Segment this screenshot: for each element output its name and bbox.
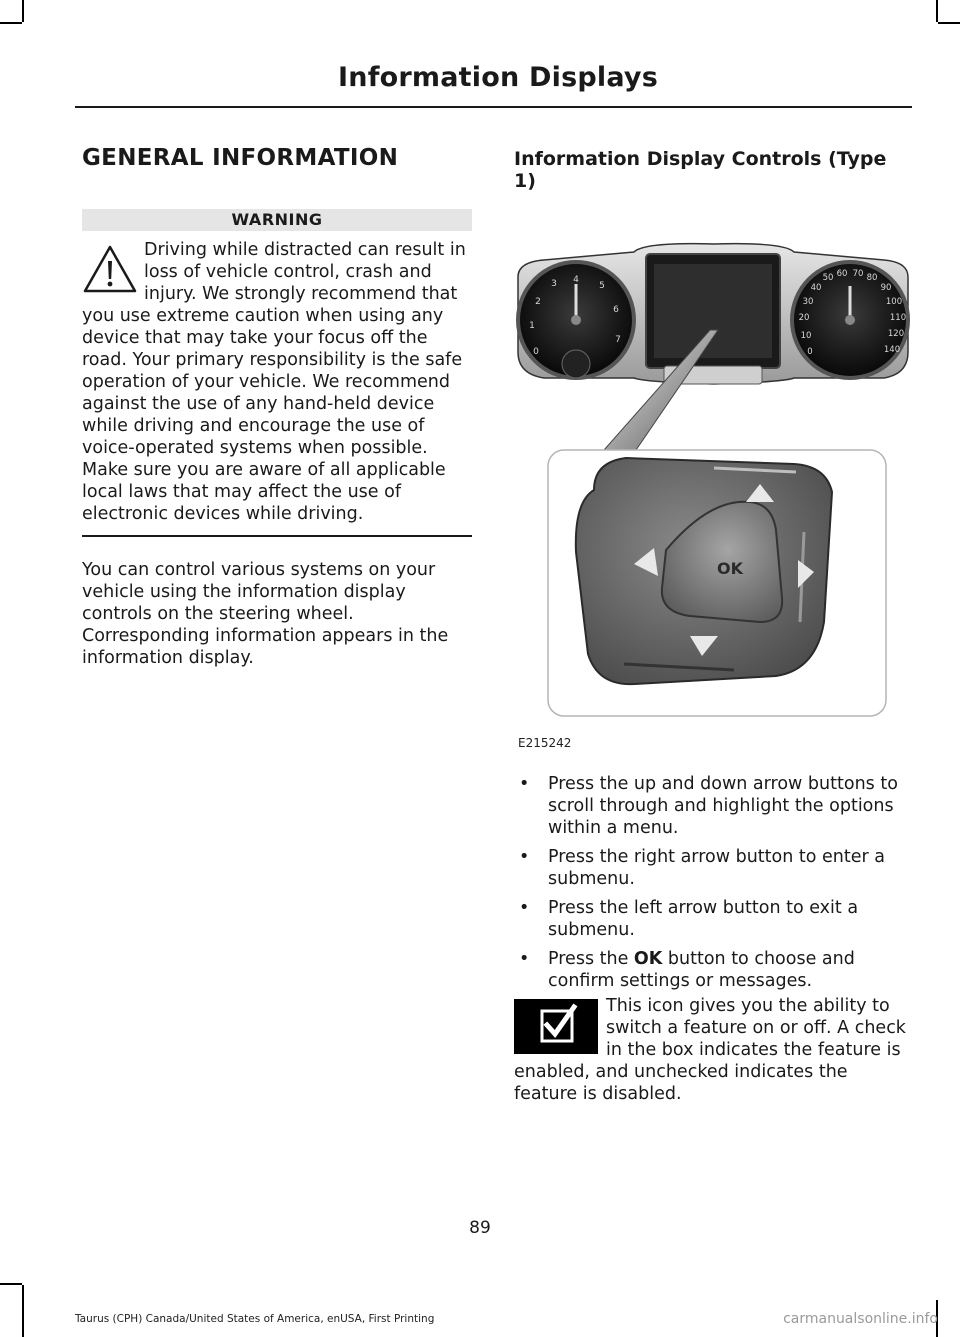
svg-text:40: 40 [810,283,822,293]
svg-text:10: 10 [800,331,812,341]
crop-mark-top-right [936,0,938,22]
section-heading: GENERAL INFORMATION [82,145,399,171]
svg-text:50: 50 [822,273,834,283]
svg-text:120: 120 [887,329,905,339]
svg-text:6: 6 [613,305,619,315]
subsection-heading: Information Display Controls (Type 1) [514,148,887,192]
figure-code: E215242 [518,736,572,750]
ok-label: OK [717,559,743,578]
svg-text:110: 110 [889,313,907,323]
list-item: • Press the up and down arrow buttons to scroll through and highlight the options within a menu. [519,774,898,838]
page-header-title: Information Displays [338,62,658,93]
watermark: carmanualsonline.info [783,1311,938,1327]
svg-text:100: 100 [885,297,903,307]
bullet-glyph: • [519,949,530,969]
checkbox-text: This icon gives you the ability to switch a feature on or off. A check in the box indicates the feature is enabled, and unchecked indicates the feature is disabled. [514,996,906,1104]
svg-text:140: 140 [883,345,901,355]
svg-text:60: 60 [836,269,848,279]
footer-text: Taurus (CPH) Canada/United States of America, enUSA, First Printing [75,1313,435,1325]
crop-mark-top-left-h [0,22,22,24]
instrument-cluster-illustration [514,202,912,762]
intro-paragraph: You can control various systems on your vehicle using the information display controls on the steering wheel. Corresponding information appears in the information display. [82,560,449,668]
svg-text:5: 5 [599,281,605,291]
right-column [514,148,912,1104]
bullet-glyph: • [519,847,530,867]
warning-box [82,239,472,525]
bullet-glyph: • [519,898,530,918]
list-item: • Press the right arrow button to enter a submenu. [519,847,885,889]
svg-text:7: 7 [615,335,621,345]
crop-mark-top-left [22,0,24,22]
svg-text:3: 3 [551,279,557,289]
svg-text:1: 1 [529,321,535,331]
crop-mark-bottom-left-h [0,1283,22,1285]
svg-text:4: 4 [573,275,579,285]
svg-text:0: 0 [533,347,539,357]
warning-label: WARNING [82,209,472,231]
svg-text:70: 70 [852,269,864,279]
list-item: • Press the left arrow button to exit a submenu. [519,898,859,940]
bullet-glyph: • [519,774,530,794]
svg-text:30: 30 [802,297,814,307]
warning-end-rule [82,535,472,537]
svg-text:90: 90 [880,283,892,293]
list-item: • Press the OK button to choose and confirm settings or messages. [519,949,855,991]
bullet-list [514,773,912,999]
checkbox-description [514,995,912,1105]
svg-text:80: 80 [866,273,878,283]
crop-mark-top-right-h [938,22,960,24]
warning-text: Driving while distracted can result in loss of vehicle control, crash and injury. We strongly recommend that you use extreme caution when using any device that may take your focus off the road. Your primary responsibility is the safe operation of your vehicle. We recommend against the use of any hand-held device while driving and encourage the use of voice-operated systems when possible. Make sure you are aware of all applicable local laws that may affect the use of electronic devices while driving. [82,240,466,524]
page-number: 89 [469,1218,491,1238]
svg-text:20: 20 [798,313,810,323]
crop-mark-bottom-left [22,1285,24,1337]
left-column [82,145,472,669]
warning-triangle-icon [82,243,138,295]
svg-text:2: 2 [535,297,541,307]
controls-figure [514,202,912,762]
svg-text:0: 0 [807,347,813,357]
header-rule [75,106,912,108]
checkbox-checked-icon [514,999,598,1054]
